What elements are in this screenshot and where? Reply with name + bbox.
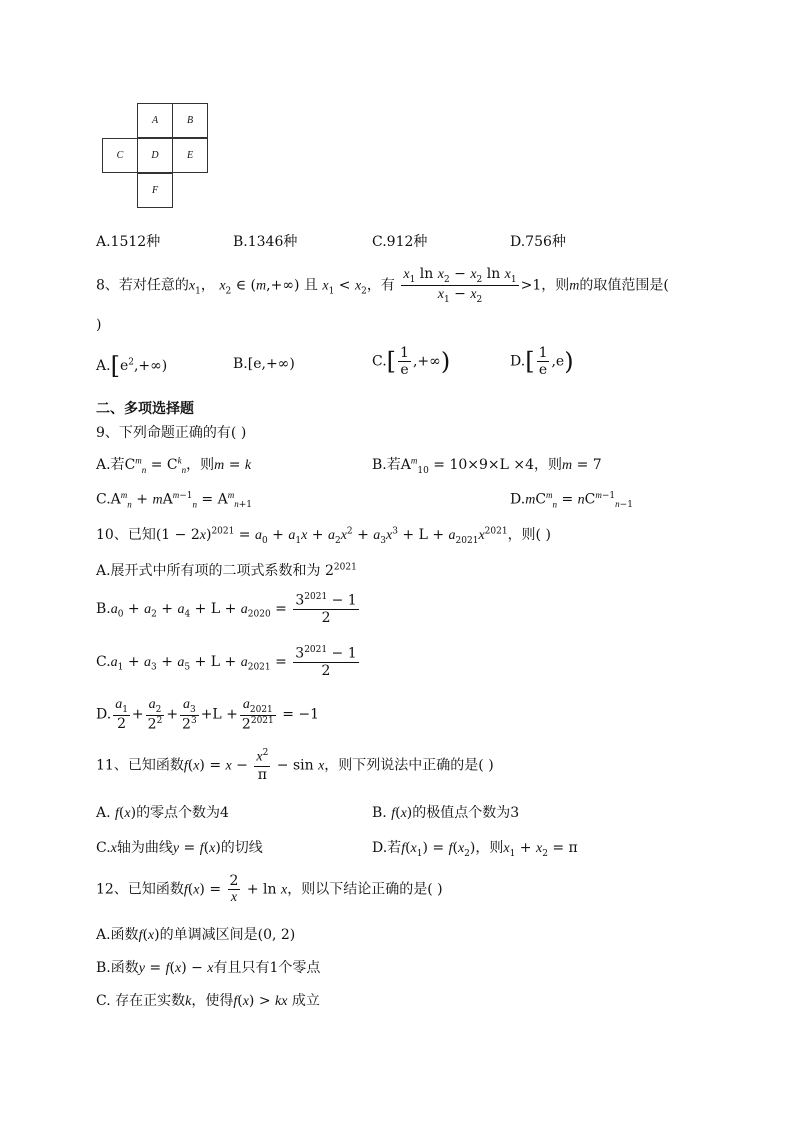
q10-option-d: D. $\frac{a_1}{2}$ + $\frac{a_2}{2^2}$ + $\frac{a_3}{2^3}$ +L + $\frac{a_{2021}}{2^{2021}}$ = −1 xyxy=(96,697,320,733)
q7-option-c: C.912种 xyxy=(372,234,428,250)
q8-option-d: D.[ $\frac{1}{e}$ ,e) xyxy=(510,345,574,379)
q8-fraction: $\frac{x_1 \ln x_2 - x_2 \ln x_1}{x_1 - x_2}$ xyxy=(403,266,517,305)
q9-option-b: B.若$A^m_{10} = 10\times 9\times L \times 4$，则m = 7 xyxy=(372,455,602,476)
grid-cell-a: A xyxy=(137,103,173,138)
q10-option-a: A.展开式中所有项的二项式系数和为 $2^{2021}$ xyxy=(96,562,357,579)
q11-option-c: C.x轴为曲线y = f(x)的切线 xyxy=(96,840,263,856)
q8-option-b: B.[e,+∞) xyxy=(233,356,295,372)
q10-stem: 10、已知$(1 - 2x)^{2021} = a_0 + a_1x + a_2x^2 + a_3x^3 + L + a_{2021}x^{2021}$，则( ) xyxy=(96,526,551,546)
q10-option-c: $C.a_1 + a_3 + a_5 + L + a_{2021}$ = $\frac{3^{2021} - 1}{2}$ xyxy=(96,645,357,679)
q7-option-d: D.756种 xyxy=(510,234,566,250)
q7-option-a: A.1512种 xyxy=(96,234,161,250)
q8-stem: 8、若对任意的$x_1$， $x_2$ ∈ (m,+∞) 且 $x_1 < x_2$，有 $\frac{x_1 \ln x_2 - x_2 \ln x_1}{x_1 - x_2}$ >1，则m的取值范围是( xyxy=(96,266,669,305)
q8-option-a: $A.[e^2,+\infty)$ xyxy=(96,352,168,380)
q7-option-b: B.1346种 xyxy=(233,234,298,250)
section-title-multiple-choice: 二、多项选择题 xyxy=(96,401,194,417)
grid-cell-e: E xyxy=(172,138,208,173)
grid-cell-f: F xyxy=(137,173,173,208)
q10-option-b: $B.a_0 + a_2 + a_4 + L + a_{2020}$ = $\frac{3^{2021} - 1}{2}$ xyxy=(96,592,357,626)
q9-option-a: A.若$C^m_n = C^k_n$，则m = k xyxy=(96,455,252,475)
q12-option-a: A.函数f(x)的单调减区间是(0, 2) xyxy=(96,927,296,943)
grid-cell-c: C xyxy=(102,138,138,173)
q11-option-d: D.若$f(x_1) = f(x_2)$，则$x_1 + x_2 = \pi$ xyxy=(372,840,578,859)
q9-option-c: $C.A^m_n + mA^{m-1}_n = A^m_{n+1}$ xyxy=(96,490,252,511)
q11-option-b: B. f(x)的极值点个数为3 xyxy=(372,805,520,821)
q8-close-paren: ) xyxy=(96,317,102,333)
q11-stem: 11、已知函数f(x) = x − $\frac{x^2}{\pi}$ − sin x，则下列说法中正确的是( ) xyxy=(96,748,494,783)
grid-cell-b: B xyxy=(172,103,208,138)
q8-option-c: C.[ $\frac{1}{e}$ ,+∞) xyxy=(372,345,451,379)
q9-option-d: $D.mC^m_n = nC^{m-1}_{n-1}$ xyxy=(510,490,633,511)
q11-option-a: A. f(x)的零点个数为4 xyxy=(96,805,229,821)
grid-cell-d: D xyxy=(137,138,173,173)
q9-stem: 9、下列命题正确的有( ) xyxy=(96,425,247,441)
q12-option-b: B.函数y = f(x) − x有且只有1个零点 xyxy=(96,960,321,976)
q12-option-c: C. 存在正实数k，使得f(x) > kx 成立 xyxy=(96,993,320,1009)
q12-stem: 12、已知函数f(x) = $\frac{2}{x}$ + ln x，则以下结论正确的是( ) xyxy=(96,873,443,906)
